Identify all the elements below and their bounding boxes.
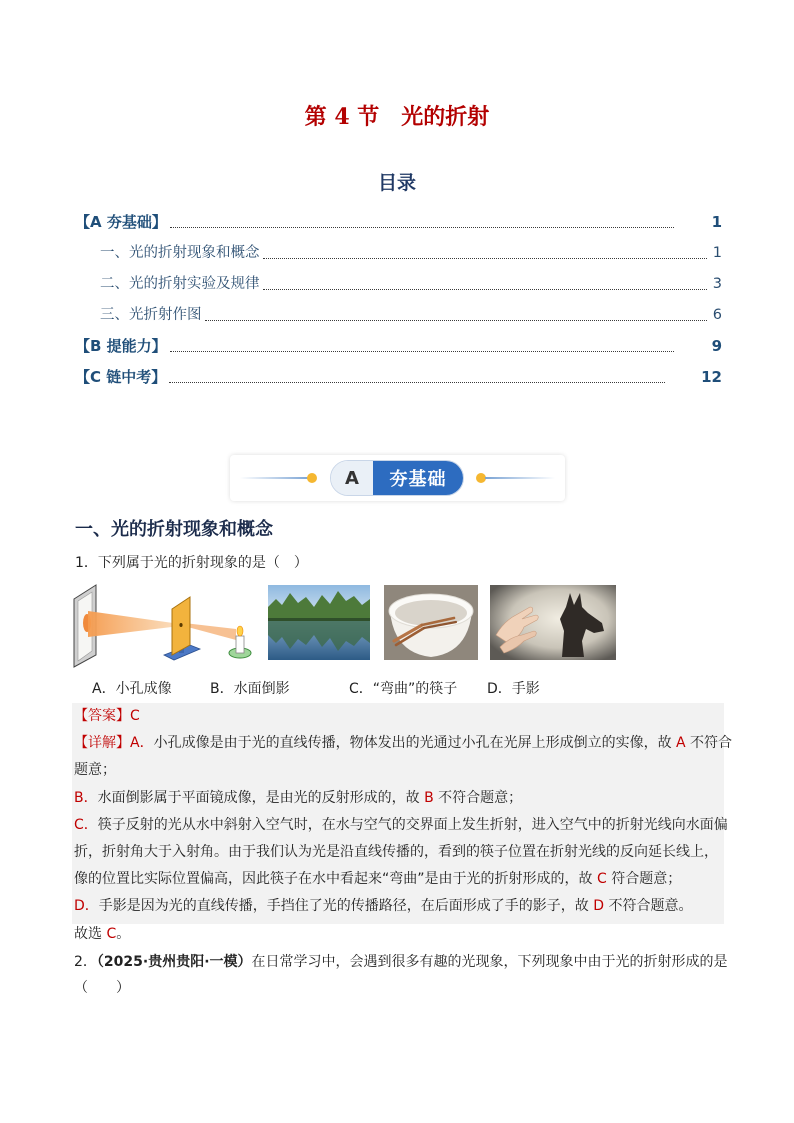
analysis-text: 像的位置比实际位置偏高，因此筷子在水中看起来“弯曲”是由于光的折射形成的，故	[74, 871, 597, 888]
analysis-text: 手影是因为光的直线传播，手挡住了光的传播路径，在后面形成了手的影子，故	[98, 898, 594, 915]
toc-entry-a[interactable]	[75, 211, 722, 233]
toc-page-number: 6	[712, 307, 722, 323]
toc-entry-label: 一、光的折射现象和概念	[100, 245, 260, 261]
analysis-line	[74, 839, 724, 866]
section-banner	[230, 455, 565, 501]
answer-line	[74, 703, 724, 730]
conclusion-text: 。	[116, 926, 131, 942]
analysis-line	[74, 785, 724, 812]
option-letter: B．	[74, 789, 98, 806]
hand-shadow-photo-icon	[490, 585, 616, 660]
analysis-text: 不符合题意。	[604, 898, 693, 915]
analysis-text: 水面倒影属于平面镜成像，是由光的反射形成的，故	[97, 789, 425, 806]
analysis-text: 不符合题意；	[433, 789, 523, 806]
answer-analysis-block	[72, 703, 733, 924]
analysis-text: 题意；	[74, 762, 116, 779]
analysis-line	[74, 730, 733, 757]
analysis-text: 不符合	[685, 735, 733, 752]
conclusion-text: 故选	[74, 926, 107, 942]
toc-entry-b[interactable]	[75, 335, 722, 357]
toc-leader-dots	[205, 320, 708, 321]
toc-entry-a-3[interactable]	[100, 304, 722, 326]
question-source: （2025·贵州贵阳·一模）	[96, 954, 252, 970]
toc-leader-dots	[169, 382, 665, 383]
mountain-lake-reflection-photo-icon	[268, 585, 370, 660]
toc-page-number: 1	[711, 213, 722, 231]
toc-entry-label: 二、光的折射实验及规律	[100, 276, 260, 292]
banner-letter: A	[331, 461, 373, 495]
question-2-stem	[74, 952, 728, 972]
option-a: A．小孔成像	[92, 681, 172, 697]
banner-left-dot	[307, 473, 317, 483]
option-d: D．手影	[487, 681, 540, 697]
toc-page-number: 9	[711, 337, 722, 355]
option-letter: A．	[130, 735, 154, 752]
option-c: C．“弯曲”的筷子	[349, 681, 458, 697]
toc-leader-dots	[263, 289, 708, 290]
toc-entry-label: 【C 链中考】	[75, 368, 167, 386]
analysis-line	[74, 812, 728, 839]
question-1-stem: 1．下列属于光的折射现象的是（ ）	[75, 555, 308, 571]
pinhole-imaging-diagram-icon	[72, 583, 252, 669]
conclusion-answer: C	[106, 926, 117, 942]
toc-entry-label: 【A 夯基础】	[75, 213, 167, 231]
banner-left-line	[240, 477, 310, 479]
analysis-text: 符合题意；	[606, 871, 682, 888]
toc-entry-label: 【B 提能力】	[75, 337, 167, 355]
banner-right-line	[485, 477, 555, 479]
toc-page-number: 1	[712, 245, 722, 261]
option-letter: D	[593, 898, 605, 915]
toc-page-number: 12	[701, 368, 722, 386]
section-heading: 一、光的折射现象和概念	[75, 519, 273, 540]
bent-chopsticks-in-bowl-photo-icon	[384, 585, 478, 660]
option-letter: C．	[74, 816, 98, 833]
toc-leader-dots	[170, 227, 674, 228]
toc-leader-dots	[263, 258, 708, 259]
analysis-text: 小孔成像是由于光的直线传播，物体发出的光通过小孔在光屏上形成倒立的实像，故	[153, 735, 677, 752]
analysis-label: 【详解】	[74, 735, 130, 752]
banner-text: 夯基础	[373, 461, 463, 495]
page-title: 第 4 节 光的折射	[304, 104, 490, 130]
toc-entry-c[interactable]	[75, 366, 722, 388]
answer-label: 【答案】	[74, 708, 130, 724]
option-letter: C	[596, 871, 607, 888]
conclusion-line	[74, 921, 130, 948]
analysis-text: 折，折射角大于入射角。由于我们认为光是沿直线传播的，看到的筷子位置在折射光线的反向延长线上，	[74, 843, 718, 860]
question-number: 2．	[74, 954, 97, 970]
toc-entry-a-2[interactable]	[100, 273, 722, 295]
toc-entry-label: 三、光折射作图	[100, 307, 202, 323]
question-text: 在日常学习中，会遇到很多有趣的光现象，下列现象中由于光的折射形成的是	[251, 954, 728, 970]
analysis-text: 筷子反射的光从水中斜射入空气时，在水与空气的交界面上发生折射，进入空气中的折射光线向水面偏	[97, 816, 728, 833]
toc-entry-a-1[interactable]	[100, 242, 722, 264]
toc-leader-dots	[170, 351, 674, 352]
analysis-line	[74, 757, 724, 784]
option-letter: B	[424, 789, 434, 806]
question-2-blank: （ ）	[74, 980, 130, 996]
answer-value: C	[130, 708, 140, 724]
option-b: B．水面倒影	[210, 681, 290, 697]
toc-page-number: 3	[712, 276, 722, 292]
banner-pill	[330, 460, 464, 496]
analysis-line	[74, 866, 724, 893]
option-letter: D．	[74, 898, 99, 915]
analysis-line	[74, 893, 724, 920]
option-letter: A	[676, 735, 686, 752]
toc-heading: 目录	[377, 172, 416, 194]
